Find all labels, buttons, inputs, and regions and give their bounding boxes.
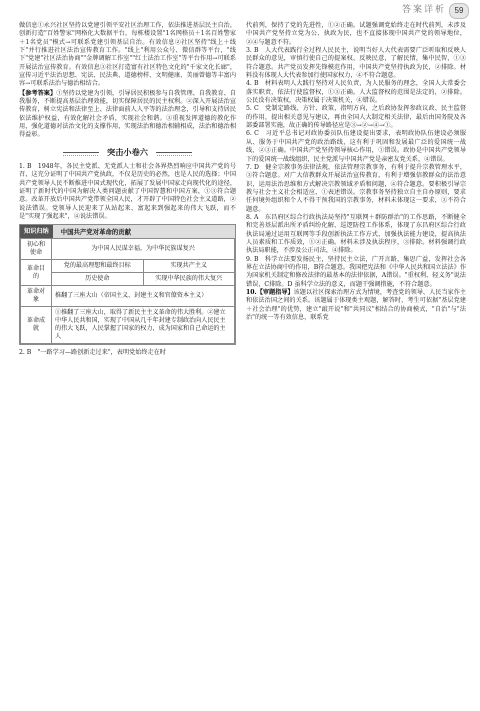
table-cell: 初心和使命 <box>21 239 52 260</box>
question-4-answer: 4. B 材料表明人大践行坚持对人民负责，为人民服务的理念，全国人大常委会落实职责，依法行使监督权，①③正确。人大监督权的范围是法定的，②排除。公民没有决策权，决策权属于决策机关，④错误。 <box>246 80 466 105</box>
question-2-answer: 2. B "一路学习—路创新走过来"，表明党始终走在时 <box>19 349 166 357</box>
table-row <box>21 260 235 273</box>
table-cell: 历史使命 <box>52 273 144 286</box>
question-3-answer: 3. B 人大代表践行全过程人民民主，说明当好人大代表需要广泛听取和反映人民群众的意见，审慎行使自己的提案权、反映民意，了解民情，集中民智，①③符合题意。共产党员发挥先锋模范作用，中国共产党坚持执政为民，②排除。材料没有体现人大代表参加行使国家权力，④不符合题意。 <box>246 47 466 80</box>
table-cell: 革命目的 <box>21 260 52 286</box>
table-cell: 为中国人民谋幸福，为中华民族谋复兴 <box>52 239 235 260</box>
section-title-text: 突击小卷六 <box>99 147 156 157</box>
question-10-body: 该题以社区探索治理方式为情境，考查党的领导、人民当家作主和依法治国之间的关系。该题属于体现类主观题，解答时，考生可依据"基层党建＋社会治理"的优势，建立"敲开说"和"共同议"相结合的协商模式，"自治"与"法治"的统一等有效信息，联系党 <box>246 289 466 322</box>
question-6-answer: 6. C 习近平总书记对政协委员队伍建设提出要求，表明政协队伍建设必须服从、服务于中国共产党的政治路线，这有利于巩固和发展最广泛的爱国统一战线，②③正确。中国共产党坚持领导核心作用，①错误。政协是中国共产党领导下的爱国统一战线组织，民主党派与中国共产党是亲密友党关系，④错误。 <box>246 130 466 163</box>
reference-answer <box>19 90 236 140</box>
continued-paragraph: 代前列，保持了党的先进性，①②正确。试题强调党始终走在时代前列，未涉及中国共产党坚持立党为公、执政为民，也不直接体现中国共产党的领导地位，②④与题意不符。 <box>246 22 466 46</box>
reference-answer-label: 【参考答案】 <box>19 89 57 97</box>
table-cell: 实现中华民族的伟大复兴 <box>143 273 235 286</box>
knowledge-summary-box <box>19 224 236 345</box>
knowledge-summary-header <box>20 225 235 238</box>
question-5-answer: 5. C 党制定路线、方针、政策，指明方向，之后政协发挥参政议政、民主监督的作用，提出相关意见与建议，再由全国人大制定相关法律，最后由国务院及各部委部署实施，故正确的传导路径应是③→②→④→①。 <box>246 105 466 130</box>
page-header <box>0 0 480 22</box>
right-column <box>246 22 466 322</box>
table-cell: 革命对象 <box>21 286 52 307</box>
table-cell: 实现共产主义 <box>143 260 235 273</box>
header-title: 答案详析 <box>401 4 446 14</box>
table-row <box>21 239 235 260</box>
table-row <box>21 273 235 286</box>
page-number-badge: 59 <box>449 3 469 19</box>
left-column <box>19 22 236 358</box>
table-row <box>21 286 235 307</box>
table-cell: ①推翻了三座大山，取得了新民主主义革命的伟大胜利。②建立中华人民共和国，实现了中国从几千年封建专制政治向人民民主的伟大飞跃，人民掌握了国家的权力，成为国家和自己命运的主人 <box>52 307 235 344</box>
knowledge-tag: 知识归纳 <box>20 225 53 238</box>
question-9-answer: 9. B 科学立法要发扬民主，坚持民主立法，广开言路，集思广益，发挥社会各界在立法协商中的作用，B符合题意。我国把宪法和《中华人民共和国立法法》作为国家机关制定和修改法律的最基本的法律依据，A错误。"重权利、轻义务"说法错误，C排除。D 虽科学立法的意义，而题干强调措施，不符合题意。 <box>246 255 466 288</box>
table-cell: 革命成就 <box>21 307 52 344</box>
question-10-label: 10.【审题指导】 <box>246 289 294 296</box>
table-cell: 党的最高理想和最终目标 <box>52 260 144 273</box>
analysis-paragraph: 做信息①永兴社区坚持以党建引领平安社区治理工作，依法推进基层民主自治，创新打造"百姓警家"网格化大数据平台，每栋楼设置"1名网格员＋1名百姓警家＋1名党员"模式→可联系党建引领基层自治。有效信息②社区坚持"线上＋线下"并行推进社区法治宣传教育工作。"线上"利用公众号、微信群等平台，"线下"党建"社区法治协商""金牌调解工作室""红土法治工作室"等平台作用→可联系开展法治宣传教育。有效信息③社区打造富有社区特色文化的"千家文化长廊"，宣传习近平法治思想、宪法、民法典、道德榜样、文明健康、美丽曾德等丰富内容→可联系法治与德治相结合。 <box>19 22 236 88</box>
table-cell: 推翻了三座大山（帝国主义、封建主义和官僚资本主义） <box>52 286 235 307</box>
knowledge-table <box>20 238 235 344</box>
question-1-answer: 1. B 1948年，各民主党派、无党派人士和社会各界热烈响应中国共产党的号召，这充分证明了中国共产党执政，不仅是历史的必然，也是人民的选择；中国共产党领导人民不断推进中国式现代化，拓展了发展中国家走向现代化的途径，证明了新时代的中国为解决人类问题贡献了中国智慧和中国方案，①③符合题意。改革开放后中国共产党带领全国人民，才开辟了中国特色社会主义道路，②说法错误。党领导人民迎来了从站起来、富起来到强起来的伟大飞跃，而不是"实现了强起来"，④说法错误。 <box>19 162 236 220</box>
section-title <box>19 145 236 159</box>
question-7-answer: 7. D 健全宗教事务法律法规，依法管理宗教事务，有利于提升宗教管理水平，③符合题意。对广大信教群众开展法治宣传教育，有利于增强信教群众的法治意识，运用法治思维和方式解决宗教领域矛盾和问题，④符合题意。要积极引导宗教与社会主义社会相适应，①表述错误。宗教事务坚持独立自主自办原则，要求任何境外组织和个人不得干预我国的宗教事务，材料未体现这一要求，③不符合题意。 <box>246 163 466 213</box>
question-8-answer: 8. A 东昌府区综合行政执法局坚持"互联网＋群防群治"的工作思路，不断健全和完善基层派出所矛盾纠纷化解、巡逻防控工作体系，体现了东昌府区综合行政执法局通过运用互联网等手段创新执法工作方式，加强执法能力建设，提高执法人员素质和工作质效，①②正确。材料未涉及执法程序，③排除。材料强调行政执法局职能，不涉及公正司法，④排除。 <box>246 213 466 255</box>
table-row <box>21 307 235 344</box>
reference-answer-body: ①坚持以党建为引领，引导居民积极参与自我管理、自我教育、自我服务，不断提高基层治理效能，切实保障居民的民主权利。②深入开展法治宣传教育，树立宪法和法律至上、法律面前人人平等的法治理念，引导和支持居民依法维护权益，有效化解社会矛盾，实现社会和谐。③重视发挥道德的教化作用，强化道德对法治文化的支撑作用，实现法治和德治相辅相成，法治和德治相得益彰。 <box>19 89 236 139</box>
knowledge-title: 中国共产党对革命的贡献 <box>60 227 132 236</box>
question-10-answer <box>246 289 466 322</box>
